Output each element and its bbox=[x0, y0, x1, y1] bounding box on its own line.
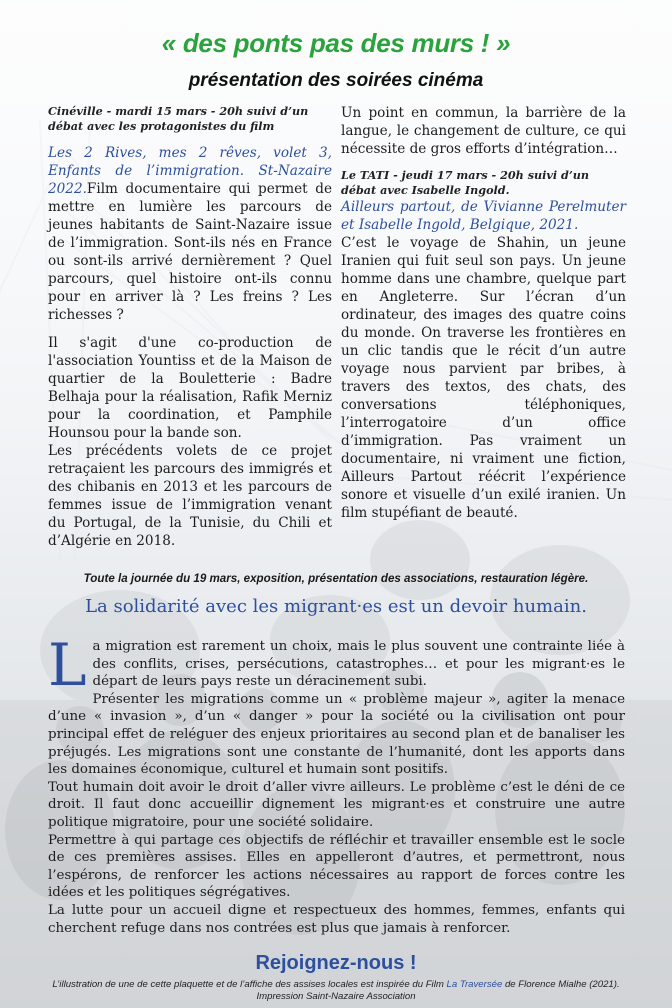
screening2-film-title: Ailleurs partout, de Vivianne Perelmuter et Isabelle Ingold, Belgique, 2021. bbox=[341, 199, 626, 233]
solidarity-paragraph-2: Présenter les migrations comme un « problème majeur », agiter la menace d’une « invasion », d’un « danger » pour la société ou la civilisation ont pour principal effet de reléguer des enjeux prioritaires au second plan et de banaliser les préjugés. Les migrations sont une constante de l’humanité, dont les apports dans les domaines économique, culturel et humain sont positifs. bbox=[48, 691, 625, 778]
left-column bbox=[48, 104, 332, 550]
solidarity-heading: La solidarité avec les migrant·es est un devoir humain. bbox=[85, 596, 587, 617]
solidarity-paragraph-3: Tout humain doit avoir le droit d’aller vivre ailleurs. Le problème c’est le déni de ce droit. Il faut donc accueillir dignement les migrant·es et construire une autre politique migratoire, pour une société solidaire. bbox=[48, 779, 625, 830]
screening1-paragraph-3: Les précédents volets de ce projet retraçaient les parcours des immigrés et des chibanis en 2013 et les parcours de femmes issue de l’immigration venant du Portugal, de la Tunisie, du Chili et d’Algérie en 2018. bbox=[48, 443, 332, 549]
credits-film-title: La Traversée bbox=[446, 979, 503, 990]
credits-line-2: Impression Saint-Nazaire Association bbox=[256, 990, 416, 1002]
dropcap-letter: L bbox=[48, 631, 87, 699]
solidarity-paragraph-4: Permettre à qui partage ces objectifs de réfléchir et travailler ensemble est le socle de ces premières assises. Elles en appelleront d’autres, et permettront, nous l’espérons, de renforcer les actions nécessaires au rapport de forces contre les idées et les politiques ségrégatives. bbox=[48, 832, 625, 901]
join-us-heading: Rejoignez-nous ! bbox=[255, 952, 417, 974]
screening1-paragraph-2: Il s'agit d'une co-production de l'association Yountiss et de la Maison de quartier de la Bouletterie : Badre Belhaja pour la réalisation, Rafik Merniz pour la coordination, et Pamphile Hounsou pour la bande son. bbox=[48, 335, 332, 441]
screening2-description: C’est le voyage de Shahin, un jeune Iranien qui fuit seul son pays. Un jeune homme dans une chambre, quelque part en Angleterre. Sur l’écran d’un ordinateur, des images des quatre coins du monde. On traverse les frontières en un clic tandis que le récit d’un autre voyage nous parvient par bribes, à travers des textos, des chats, des conversations téléphoniques, l’interrogatoire d’un office d’immigration. Pas vraiment un documentaire, ni vraiment une fiction, Ailleurs Partout réécrit l’expérience sonore et visuelle d’un exilé iranien. Un film stupéfiant de beauté. bbox=[341, 235, 626, 521]
screening1-paragraph-1: Film documentaire qui permet de mettre en lumière les parcours de jeunes habitants de Saint-Nazaire issue de l’immigration. Sont-ils nés en France ou sont-ils arrivé dernièrement ? Quel parcours, quel histoire ont-ils connu pour en arriver là ? Les freins ? Les richesses ? bbox=[48, 181, 332, 323]
screening1-meta: Cinéville - mardi 15 mars - 20h suivi d’un débat avec les protagonistes du film bbox=[48, 104, 309, 133]
credits bbox=[0, 979, 672, 1002]
page-subtitle: présentation des soirées cinéma bbox=[188, 70, 484, 91]
day-note: Toute la journée du 19 mars, exposition, présentation des associations, restauration légère. bbox=[83, 572, 589, 585]
solidarity-text bbox=[48, 631, 625, 937]
credits-text: L’illustration de une de cette plaquette et de l’affiche des assises locales est inspirée du Film bbox=[52, 979, 447, 990]
solidarity-paragraph-5: La lutte pour un accueil digne et respectueux des hommes, femmes, enfants qui cherchent refuge dans nos contrées est plus que jamais à renforcer. bbox=[48, 902, 625, 936]
page-title: « des ponts pas des murs ! » bbox=[161, 28, 511, 58]
credits-line-1 bbox=[0, 979, 672, 991]
screening1-paragraph-4: Un point en commun, la barrière de la langue, le changement de culture, ce qui nécessite de gros efforts d’intégration… bbox=[341, 105, 626, 157]
screening1-description bbox=[48, 144, 332, 324]
screening2-meta: Le TATI - jeudi 17 mars - 20h suivi d’un débat avec Isabelle Ingold. bbox=[341, 168, 590, 197]
right-column bbox=[341, 104, 626, 522]
credits-text-end: de Florence Mialhe (2021). bbox=[502, 979, 620, 990]
screening1-film-title: Les 2 Rives, mes 2 rêves, volet 3, Enfants de l’immigration. St-Nazaire 2022. bbox=[48, 145, 332, 197]
solidarity-paragraph-1: a migration est rarement un choix, mais le plus souvent une contrainte liée à des conflits, crises, persécutions, catastrophes… et pour les migrant·es le départ de leurs pays reste un déracinement subi. bbox=[92, 639, 625, 690]
